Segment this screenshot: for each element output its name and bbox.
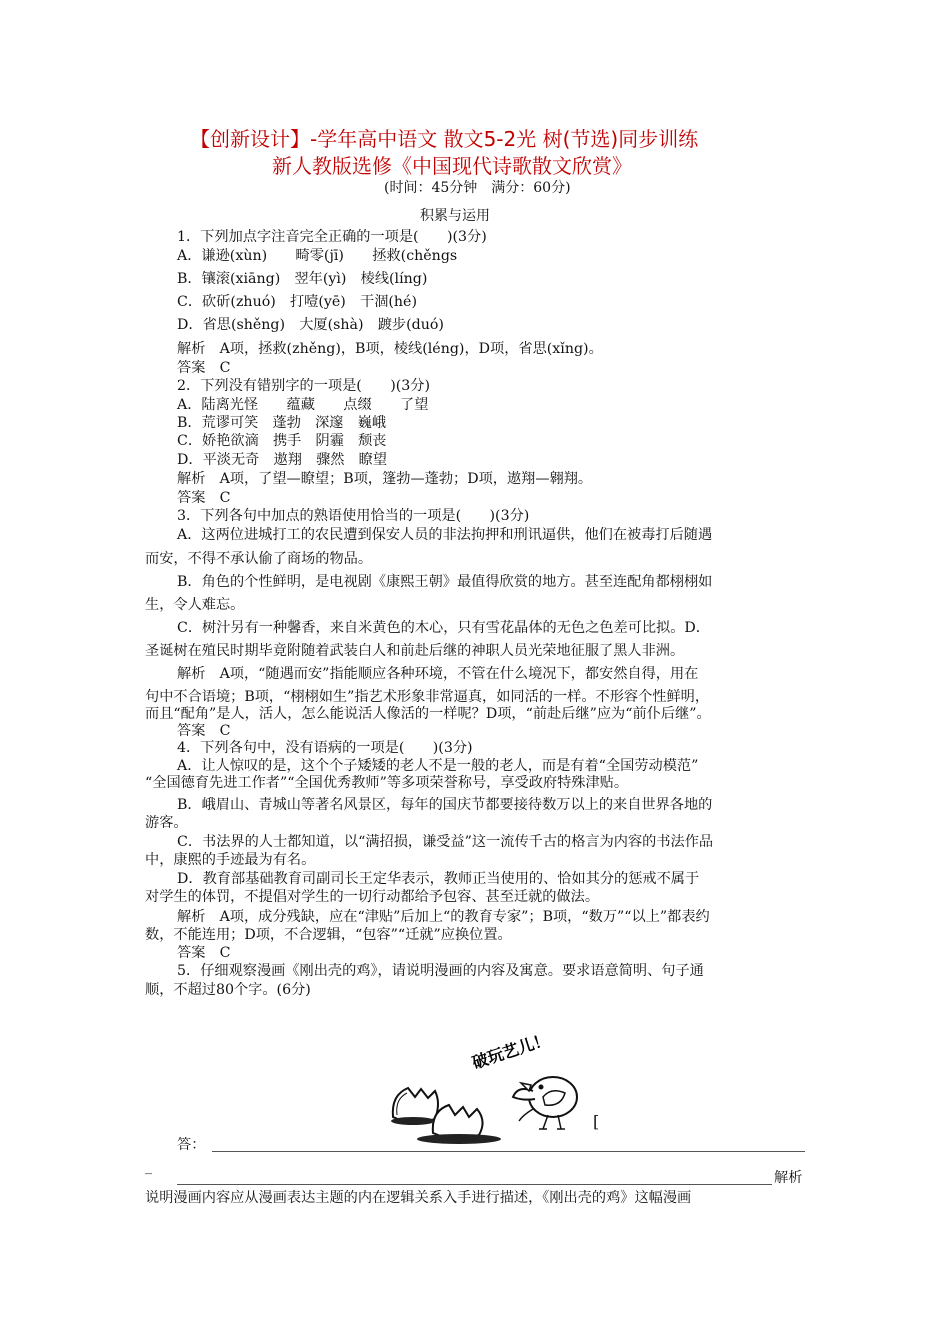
analysis-label: 解析 [774, 1170, 803, 1186]
q1-answer: 答案 C [177, 360, 231, 376]
q3-analysis-cont1: 句中不合语境；B项，“栩栩如生”指艺术形象非常逼真，如同活的一样。不形容个性鲜明， [145, 689, 710, 705]
q4-option-d-cont: 对学生的体罚，不提倡对学生的一切行动都给予包容、甚至迁就的做法。 [145, 889, 600, 905]
answer-label: 答： [177, 1137, 206, 1153]
q4-option-c: C．书法界的人士都知道，以“满招损，谦受益”这一流传千古的格言为内容的书法作品 [177, 834, 714, 850]
answer-dash: _ [145, 1159, 153, 1175]
question-5-stem: 5．仔细观察漫画《刚出壳的鸡》，请说明漫画的内容及寓意。要求语意简明、句子通 [177, 963, 704, 979]
q3-option-a-cont: 而安，不得不承认偷了商场的物品。 [145, 551, 373, 567]
q4-analysis-cont: 数，不能连用；D项，不合逻辑，“包容”“迁就”应换位置。 [145, 927, 512, 943]
q4-option-b-cont: 游客。 [145, 815, 188, 831]
q3-option-d: 圣诞树在殖民时期毕竟附随着武装白人和前赴后继的神职人员光荣地征服了黑人非洲。 [145, 643, 685, 659]
q3-analysis-cont2: 而且“配角”是人，活人，怎么能说活人像活的一样呢？D项，“前赴后继”应为“前仆后继”。 [145, 706, 711, 722]
q3-option-b: B．角色的个性鲜明，是电视剧《康熙王朝》最值得欣赏的地方。甚至连配角都栩栩如 [177, 574, 713, 590]
q3-answer: 答案 C [177, 723, 231, 739]
q4-option-a: A．让人惊叹的是，这个个子矮矮的老人不是一般的老人，而是有着“全国劳动模范” [177, 758, 699, 774]
bracket-mark: [ [593, 1112, 600, 1131]
question-1-stem: 1．下列加点字注音完全正确的一项是( )(3分) [177, 229, 487, 245]
answer-blank-line-2 [177, 1184, 772, 1185]
q2-option-c: C．娇艳欲滴 携手 阴霾 颓丧 [177, 433, 387, 449]
document-title-line2: 新人教版选修《中国现代诗歌散文欣赏》 [272, 154, 632, 178]
q1-option-b: B．镶滚(xiāng) 翌年(yì) 棱线(líng) [177, 271, 428, 287]
q4-analysis: 解析 A项，成分残缺，应在“津贴”后加上“的教育专家”；B项，“数万”“以上”都表约 [177, 909, 710, 925]
q3-option-c: C．树汁另有一种馨香，来自米黄色的木心，只有雪花晶体的无色之色差可比拟。D． [177, 620, 710, 636]
cartoon-caption: 破玩艺儿！ [469, 1029, 552, 1073]
section-heading: 积累与运用 [420, 208, 490, 224]
q3-option-b-cont: 生，令人难忘。 [145, 597, 245, 613]
q2-answer: 答案 C [177, 490, 231, 506]
q3-analysis: 解析 A项，“随遇而安”指能顺应各种环境，不管在什么境况下，都安然自得，用在 [177, 666, 699, 682]
q2-option-b: B．荒谬可笑 蓬勃 深邃 巍峨 [177, 415, 387, 431]
question-3-stem: 3．下列各句中加点的熟语使用恰当的一项是( )(3分) [177, 508, 530, 524]
q4-option-d: D．教育部基础教育司副司长王定华表示，教师正当使用的、恰如其分的惩戒不属于 [177, 871, 700, 887]
q4-option-c-cont: 中，康熙的手迹最为有名。 [145, 852, 316, 868]
q1-option-c: C．砍斫(zhuó) 打噎(yē) 干涸(hé) [177, 294, 417, 310]
q5-analysis-text: 说明漫画内容应从漫画表达主题的内在逻辑关系入手进行描述，《刚出壳的鸡》这幅漫画 [145, 1190, 692, 1206]
question-5-stem-cont: 顺，不超过80个字。(6分) [145, 982, 311, 998]
question-2-stem: 2．下列没有错别字的一项是( )(3分) [177, 378, 431, 394]
q4-option-a-cont: “全国德育先进工作者”“全国优秀教师”等多项荣誉称号，享受政府特殊津贴。 [145, 775, 629, 791]
q1-analysis: 解析 A项，拯救(zhěng)，B项，棱线(léng)，D项，省思(xǐng)。 [177, 341, 603, 357]
exam-meta: (时间：45分钟 满分：60分) [384, 180, 571, 196]
q2-option-d: D．平淡无奇 遨翔 骤然 瞭望 [177, 452, 388, 468]
question-4-stem: 4．下列各句中，没有语病的一项是( )(3分) [177, 740, 473, 756]
q4-answer: 答案 C [177, 945, 231, 961]
q4-option-b: B．峨眉山、青城山等著名风景区，每年的国庆节都要接待数万以上的来自世界各地的 [177, 797, 713, 813]
document-title-line1: 【创新设计】-学年高中语文 散文5-2光 树(节选)同步训练 [190, 127, 699, 151]
q2-analysis: 解析 A项，了望—瞭望；B项，篷勃—蓬勃；D项，遨翔—翱翔。 [177, 471, 593, 487]
answer-blank-line-1 [212, 1151, 805, 1152]
q1-option-a: A．谦逊(xùn) 畸零(jī) 拯救(chěngs [177, 248, 458, 264]
q1-option-d: D．省思(shěng) 大厦(shà) 踱步(duó) [177, 317, 444, 333]
q2-option-a: A．陆离光怪 蕴藏 点缀 了望 [177, 397, 429, 413]
cartoon-chick-hatching [383, 1025, 603, 1145]
q3-option-a: A．这两位进城打工的农民遭到保安人员的非法拘押和刑讯逼供，他们在被毒打后随遇 [177, 527, 713, 543]
